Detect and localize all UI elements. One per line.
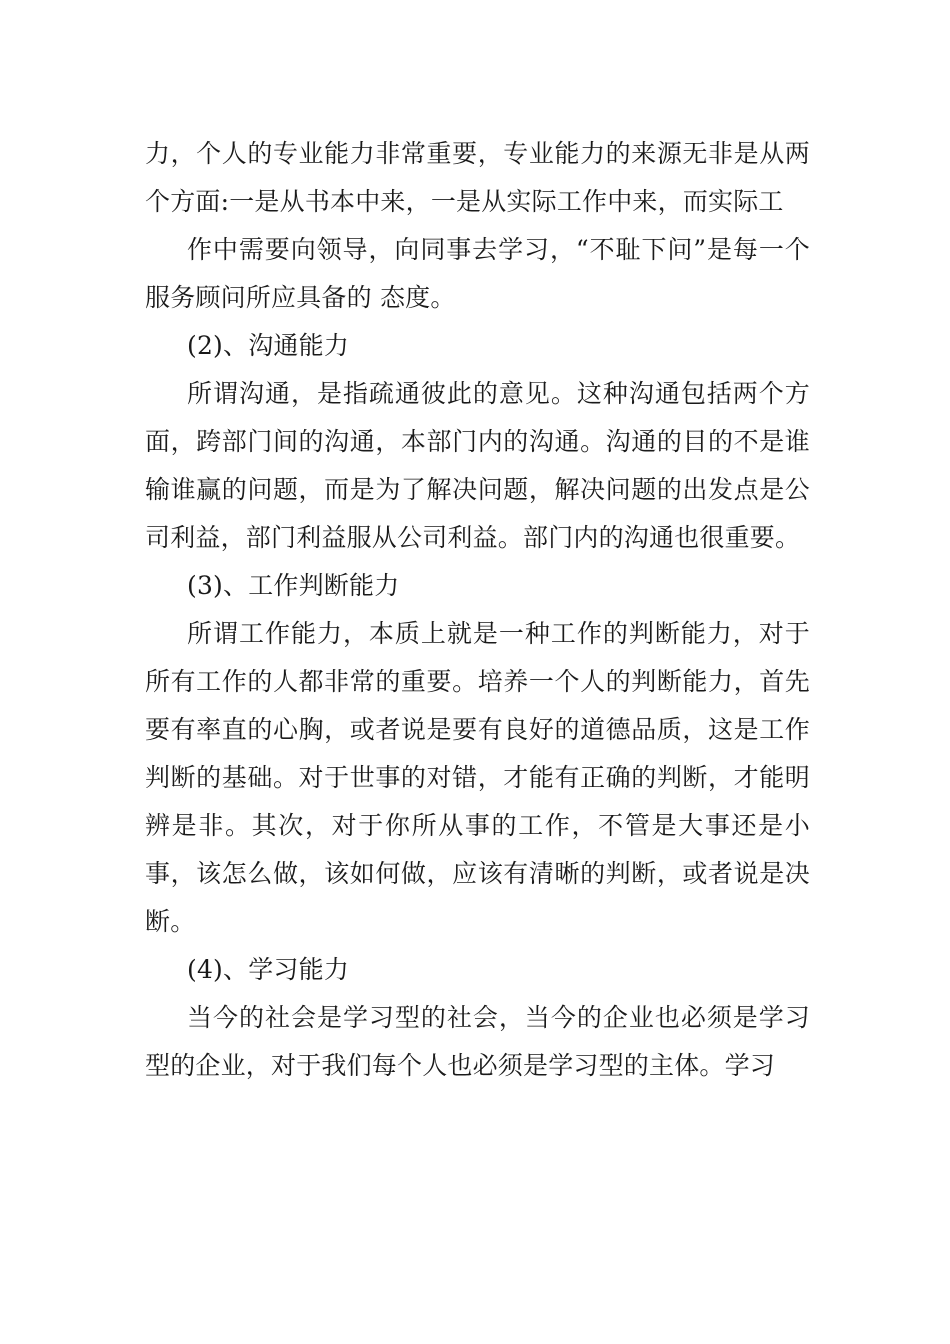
paragraph-judgment: 所谓工作能力，本质上就是一种工作的判断能力，对于所有工作的人都非常的重要。培养一个人的判断能力，首先要有率直的心胸，或者说是要有良好的道德品质，这是工作判断的基础。对于世事的对错，才能有正确的判断，才能明辨是非。其次，对于你所从事的工作，不管是大事还是小事，该怎么做，该如何做，应该有清晰的判断，或者说是决断。 — [145, 619, 810, 936]
paragraph-learning-attitude: 作中需要向领导，向同事去学习，“不耻下问”是每一个服务顾问所应具备的 态度。 — [145, 235, 810, 312]
paragraph-learning: 当今的社会是学习型的社会，当今的企业也必须是学习型的企业，对于我们每个人也必须是学习型的主体。学习 — [145, 1003, 810, 1080]
heading-judgment: (3)、工作判断能力 — [187, 571, 400, 600]
paragraph-communication: 所谓沟通，是指疏通彼此的意见。这种沟通包括两个方面，跨部门间的沟通，本部门内的沟通。沟通的目的不是谁输谁赢的问题，而是为了解决问题，解决问题的出发点是公司利益，部门利益服从公司利益。部门内的沟通也很重要。 — [145, 379, 810, 552]
paragraph-intro-continued: 力，个人的专业能力非常重要，专业能力的来源无非是从两个方面:一是从书本中来，一是从实际工作中来，而实际工 — [145, 139, 810, 216]
heading-communication: (2)、沟通能力 — [187, 331, 350, 360]
heading-learning: (4)、学习能力 — [187, 955, 350, 984]
body-text — [145, 130, 810, 1090]
